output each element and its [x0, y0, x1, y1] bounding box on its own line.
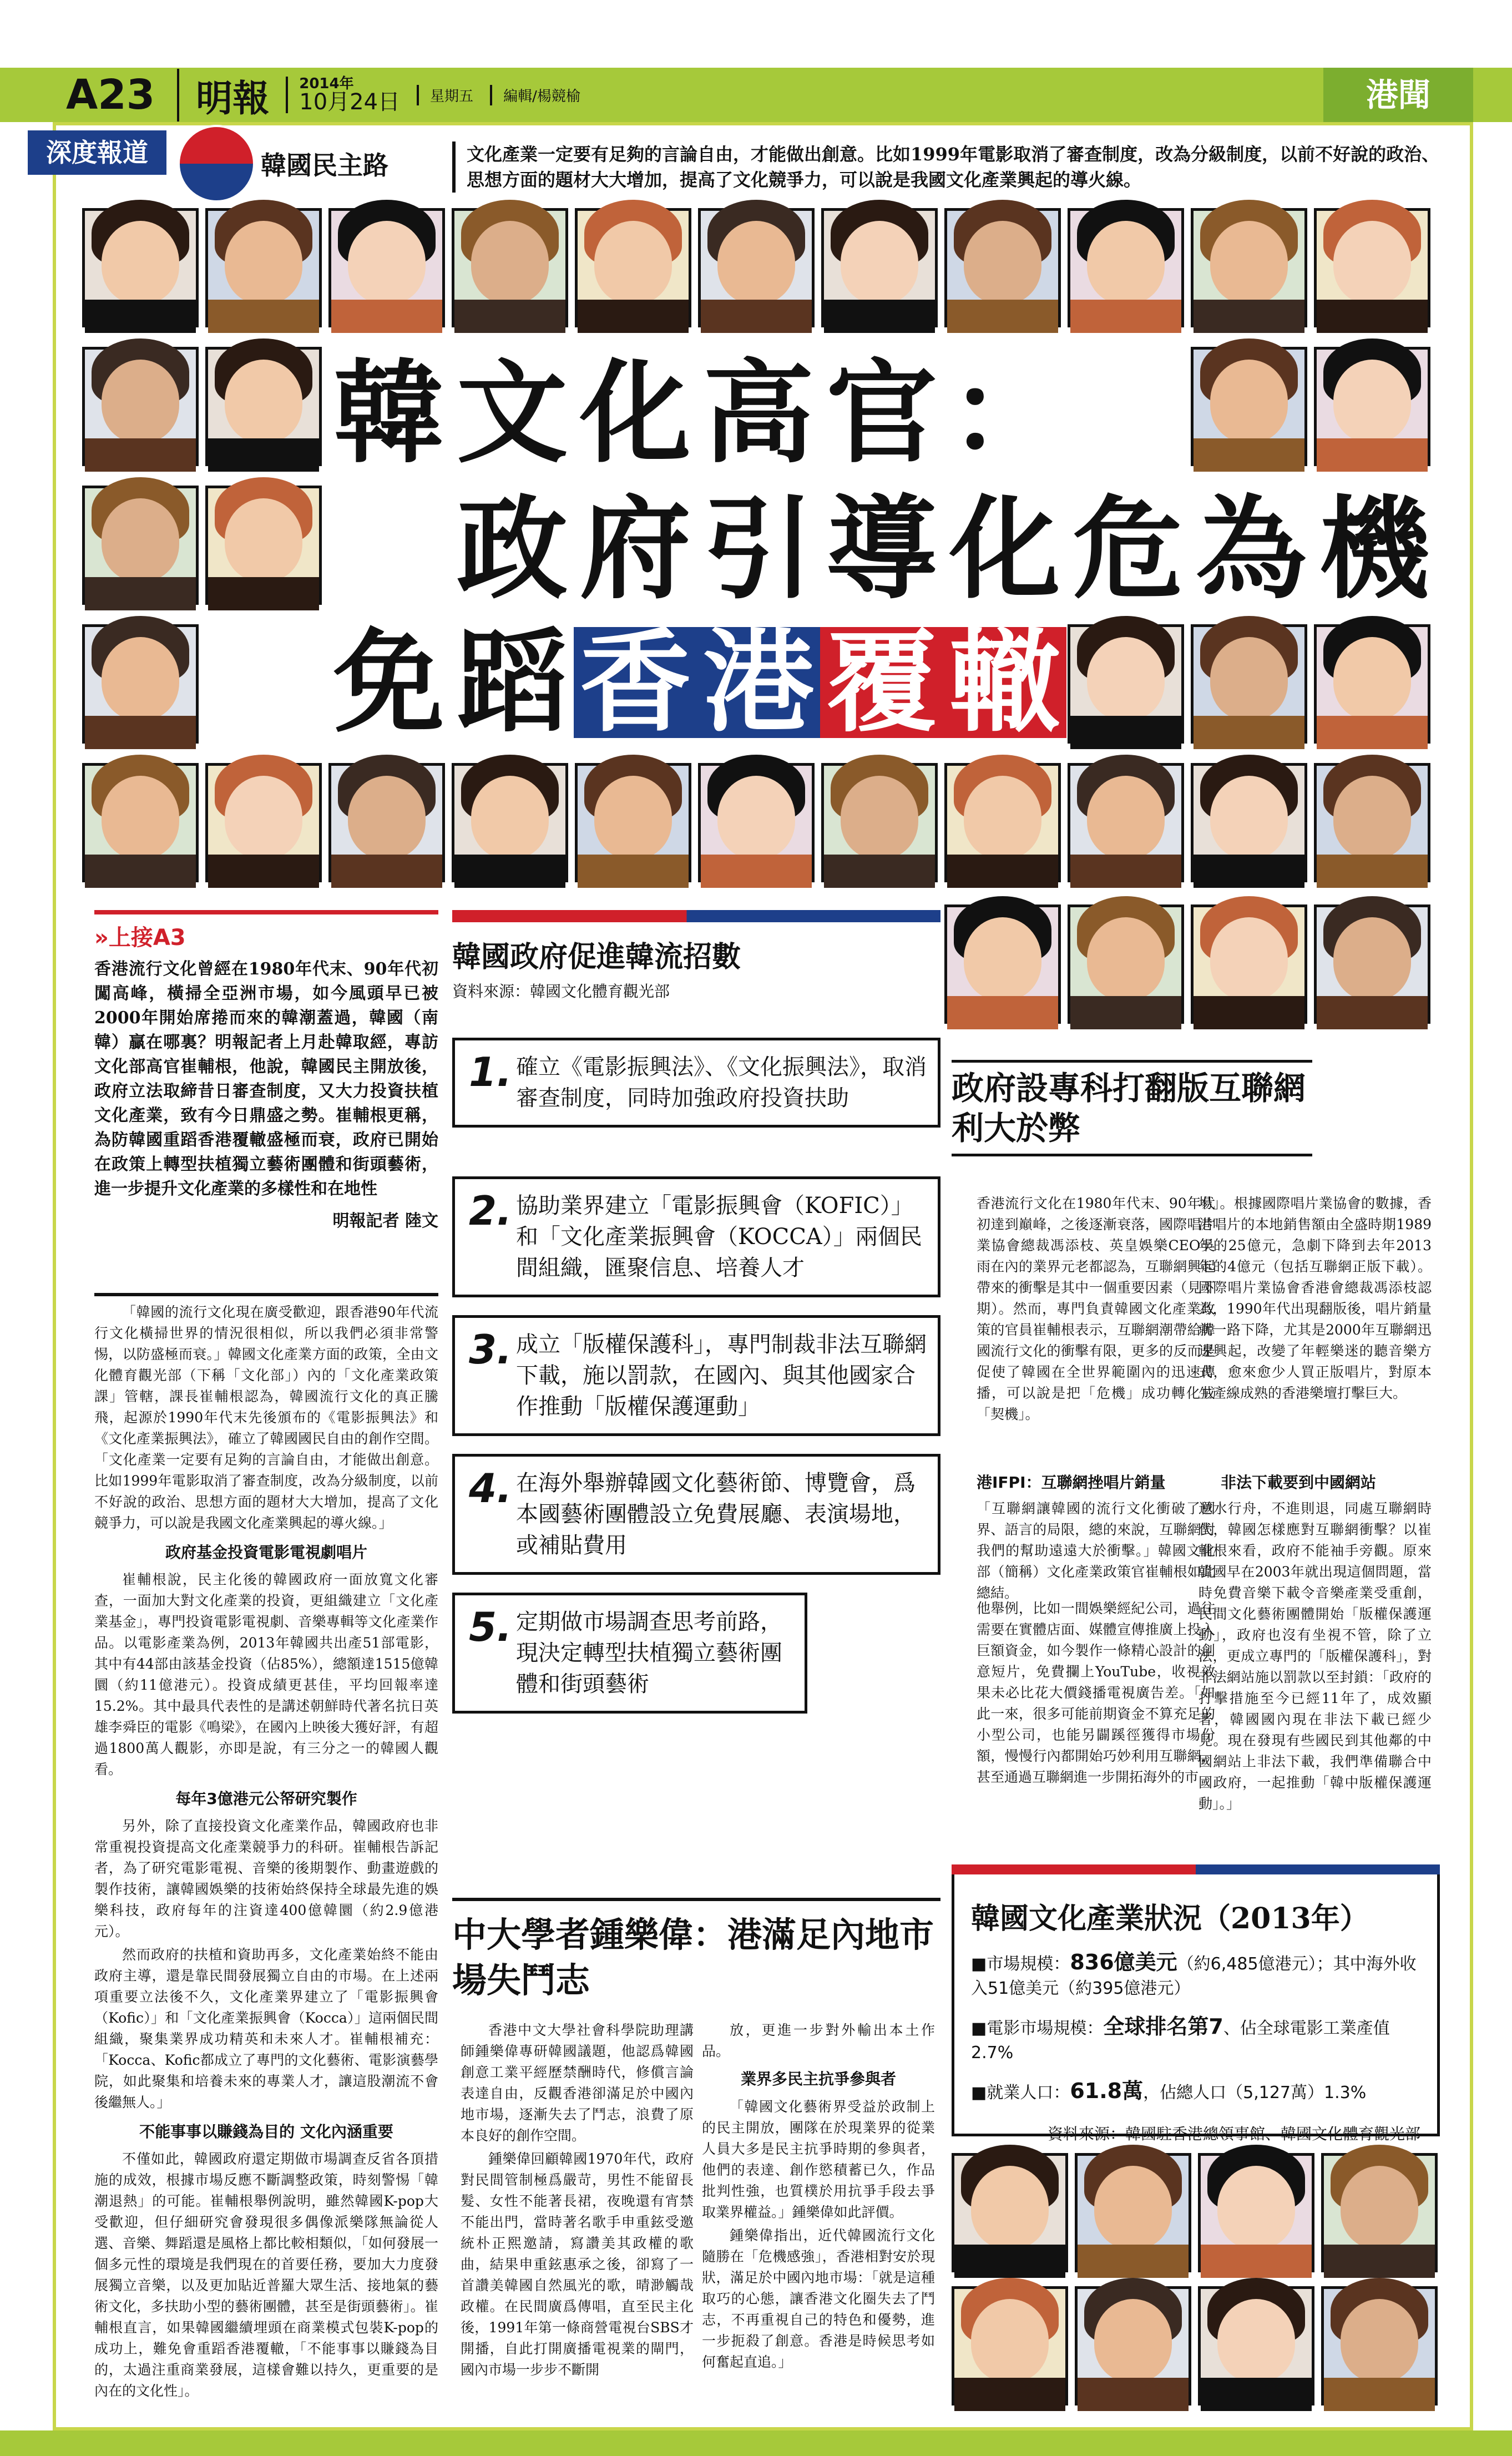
- photo-body: [1201, 2245, 1312, 2278]
- stats-box: [952, 1864, 1440, 2143]
- photo-body: [454, 300, 565, 333]
- photo-thumbnail: [1314, 347, 1430, 466]
- lead-block: [94, 910, 438, 1231]
- step-text: 確立《電影振興法》、《文化振興法》，取消審查制度，同時加強政府投資扶助: [516, 1054, 927, 1111]
- editor-credit: 編輯/楊競榆: [490, 85, 580, 105]
- photo-body: [1324, 2378, 1435, 2411]
- cuhk-paragraph: 放，更進一步對外輸出本土作品。: [702, 2022, 935, 2059]
- photo-thumbnail: [1191, 347, 1307, 466]
- photo-face: [471, 221, 549, 304]
- photo-body: [1194, 716, 1304, 749]
- cuhk-subhead: 業界多民主抗爭參與者: [740, 2070, 896, 2088]
- photo-face: [225, 221, 302, 304]
- photo-body: [1070, 300, 1181, 333]
- photo-face: [717, 221, 795, 304]
- photo-face: [225, 360, 302, 443]
- photo-thumbnail: [1198, 2286, 1314, 2406]
- photo-body: [578, 300, 689, 333]
- headline-char: 文: [456, 348, 568, 478]
- photo-body: [1078, 2245, 1189, 2278]
- photo-face: [841, 221, 918, 304]
- copyright-paragraph: 場」。根據國際唱片業協會的數據，香港唱片的本地銷售額由全盛時期1989年的25億元，急劇下降到去年2013年的4億元（包括互聯網正版下載）。國際唱片業協會香港會總裁馮添枝認為，1990年代出現翻版後，唱片銷量就一路下降，尤其是2000年互聯網迅速興起，改變了年輕樂迷的聽音樂方式，愈來愈少人買正版唱片，對原本生產線成熟的香港樂壇打擊巨大。: [1199, 1195, 1432, 1401]
- policy-step: [452, 1454, 940, 1575]
- photo-body: [947, 855, 1058, 888]
- photo-body: [1317, 996, 1428, 1029]
- photo-thumbnail: [1321, 2286, 1438, 2406]
- photo-face: [1210, 637, 1288, 720]
- headline-line-1: [327, 348, 1066, 478]
- stat-value: 836億美元: [1070, 1950, 1177, 1974]
- continued-from: »上接A3: [94, 910, 438, 952]
- photo-thumbnail: [205, 763, 322, 882]
- photo-face: [964, 917, 1041, 1000]
- photo-face: [471, 776, 549, 859]
- photo-thumbnail: [944, 208, 1061, 327]
- photo-body: [1194, 855, 1304, 888]
- stats-source: 資料來源：韓國駐香港總領事館、韓國文化體育觀光部: [1047, 2125, 1420, 2143]
- photo-body: [85, 716, 196, 749]
- photo-thumbnail: [821, 208, 938, 327]
- photo-face: [102, 498, 179, 582]
- photo-face: [1341, 2299, 1418, 2382]
- photo-body: [954, 2245, 1065, 2278]
- photo-face: [102, 360, 179, 443]
- photo-thumbnail: [944, 763, 1061, 882]
- photo-thumbnail: [205, 486, 322, 605]
- photo-thumbnail: [952, 2286, 1068, 2406]
- photo-body: [85, 577, 196, 610]
- taegeuk-icon: [178, 125, 255, 203]
- photo-face: [1333, 776, 1411, 859]
- main-article: [94, 1293, 438, 2419]
- photo-face: [1217, 2166, 1295, 2249]
- copyright-subhead: 港IFPI：互聯網挫唱片銷量: [977, 1473, 1166, 1492]
- photo-body: [1324, 2245, 1435, 2278]
- stat-row: [971, 2014, 1420, 2065]
- headline-char: 危: [1072, 484, 1184, 614]
- photo-body: [1317, 716, 1428, 749]
- photo-face: [971, 2166, 1049, 2249]
- photo-body: [331, 300, 442, 333]
- copyright-paragraph: 香港流行文化在1980年代末、90年代初達到巔峰，之後逐漸衰落，國際唱片業協會總裁馮添枝、英皇娛樂CEO吳雨在內的業界元老都認為，互聯網興起帶來的衝擊是其中一個重要因素（見下期）。然而，專門負責韓國文化產業政策的官員崔輔根表示，互聯網潮帶給韓國流行文化的衝擊有限，更多的反而是促使了韓國在全世界範圍內的迅速傳播，可以說是把「危機」成功轉化成「契機」。: [977, 1195, 1215, 1422]
- policy-step: [452, 1038, 940, 1128]
- photo-face: [1333, 637, 1411, 720]
- cuhk-paragraph: 「韓國文化藝術界受益於政制上的民主開放，團隊在於現業界的從業人員大多是民主抗爭時期的參與者，他們的表達、創作慾積蓄已久，作品批判性強，也質樸於用抗爭手段去爭取業界權益。」鍾樂偉如此評價。: [702, 2099, 935, 2220]
- copyright-paragraph: 「互聯網讓韓國的流行文化衝破了國界、語言的局限，總的來說，互聯網對我們的幫助遠遠大於衝擊。」韓國文化部（簡稱）文化產業政策官崔輔根如此總結。: [977, 1500, 1215, 1601]
- photo-body: [1317, 438, 1428, 472]
- photo-body: [954, 2378, 1065, 2411]
- photo-body: [1194, 438, 1304, 472]
- step-number: 1.: [469, 1049, 512, 1095]
- photo-thumbnail: [575, 208, 691, 327]
- article-subhead: 不能事事以賺錢為目的 文化內涵重要: [139, 2123, 393, 2141]
- photo-body: [578, 855, 689, 888]
- photo-thumbnail: [1075, 2286, 1191, 2406]
- article-paragraph: 「韓國的流行文化現在廣受歡迎，跟香港90年代流行文化橫掃世界的情況很相似，所以我們必須非常警惕，以防盛極而衰。」韓國文化產業方面的政策，全由文化體育觀光部（下稱「文化部」）內的「文化產業政策課」管轄，課長崔輔根認為，韓國流行文化的真正騰飛，起源於1990年代末先後頒布的《電影振興法》和《文化產業振興法》，確立了韓國國民自由的創作空間。「文化產業一定要有足夠的言論自由，才能做出創意。比如1999年電影取消了審查制度，改為分級制度，以前不好說的政治、思想方面的題材大大增加，提高了文化競爭力，可以說是我國文化產業興起的導火線。」: [94, 1304, 438, 1531]
- photo-thumbnail: [1191, 904, 1307, 1024]
- photo-body: [824, 855, 935, 888]
- headline-char: 韓: [333, 348, 444, 478]
- policy-step: [452, 1315, 940, 1436]
- policy-box-bar: [452, 910, 940, 922]
- policy-box-title: 韓國政府促進韓流招數: [452, 940, 741, 974]
- footer-bar: [0, 2430, 1512, 2456]
- stat-value: 61.8萬: [1070, 2079, 1144, 2103]
- step-number: 4.: [469, 1465, 512, 1512]
- photo-body: [947, 300, 1058, 333]
- policy-step: [452, 1176, 940, 1297]
- photo-thumbnail: [1314, 208, 1430, 327]
- stat-row: [971, 2079, 1420, 2105]
- feature-tag: 深度報道: [28, 130, 166, 175]
- masthead-logo: 明報: [177, 69, 269, 122]
- photo-thumbnail: [944, 904, 1061, 1024]
- copyright-subhead: 非法下載要到中國網站: [1221, 1473, 1377, 1492]
- headline-char-blue: 港: [697, 627, 820, 738]
- issue-year: 2014年: [299, 75, 354, 92]
- photo-thumbnail: [328, 208, 445, 327]
- photo-thumbnail: [452, 763, 568, 882]
- stat-label: ■市場規模：: [971, 1954, 1070, 1974]
- photo-face: [964, 221, 1041, 304]
- photo-face: [964, 776, 1041, 859]
- photo-face: [1333, 221, 1411, 304]
- stat-value: 全球排名第7: [1103, 2014, 1223, 2039]
- photo-face: [1210, 360, 1288, 443]
- photo-face: [348, 776, 426, 859]
- photo-thumbnail: [1191, 763, 1307, 882]
- photo-body: [208, 855, 319, 888]
- copyright-paragraph: 逆水行舟，不進則退，同處互聯網時代，韓國怎樣應對互聯網衝擊？以崔輔根來看，政府不能袖手旁觀。原來韓國早在2003年就出現這個問題，當時免費音樂下載令音樂產業受重創，民間文化藝術團體開始「版權保護運動」，政府也沒有坐視不管，除了立法，更成立專門的「版權保護科」，對非法網站施以罰款以至封鎖：「政府的打擊措施至今已經11年了，成效顯著，韓國國內現在非法下載已經少見。現在發現有些國民到其他鄰的中國網站上非法下載，我們準備聯合中國政府，一起推動「韓中版權保護運動」。」: [1199, 1500, 1432, 1812]
- photo-body: [85, 300, 196, 333]
- headline-char: 官: [826, 348, 937, 478]
- headline-char-red: 覆: [820, 627, 943, 738]
- photo-face: [1087, 637, 1165, 720]
- photo-body: [824, 300, 935, 333]
- photo-thumbnail: [328, 763, 445, 882]
- photo-body: [208, 300, 319, 333]
- photo-body: [454, 855, 565, 888]
- photo-body: [1317, 855, 1428, 888]
- photo-thumbnail: [1198, 2153, 1314, 2272]
- step-number: 2.: [469, 1187, 512, 1234]
- photo-thumbnail: [82, 763, 199, 882]
- photo-body: [331, 855, 442, 888]
- photo-face: [225, 776, 302, 859]
- headline-char: 政: [456, 484, 568, 614]
- bottom-photo-strip: [952, 2153, 1440, 2419]
- photo-face: [102, 637, 179, 720]
- step-text: 協助業界建立「電影振興會（KOFIC）」和「文化產業振興會（KOCCA）」兩個民間組織，匯聚信息、培養人才: [516, 1193, 922, 1281]
- step-text: 成立「版權保護科」，專門制裁非法互聯網下載，施以罰款，在國內、與其他國家合作推動「版權保護運動」: [516, 1332, 927, 1419]
- photo-thumbnail: [698, 208, 815, 327]
- photo-body: [701, 855, 812, 888]
- photo-face: [594, 221, 672, 304]
- series-title: 韓國民主路: [261, 150, 388, 180]
- photo-body: [1070, 996, 1181, 1029]
- photo-thumbnail: [1314, 904, 1430, 1024]
- photo-face: [1087, 221, 1165, 304]
- photo-thumbnail: [82, 486, 199, 605]
- policy-box: [452, 910, 940, 1002]
- headline-char: 免: [333, 617, 444, 747]
- photo-body: [1070, 716, 1181, 749]
- photo-face: [1341, 2166, 1418, 2249]
- photo-thumbnail: [1314, 624, 1430, 744]
- photo-face: [1087, 776, 1165, 859]
- cuhk-paragraph: 香港中文大學社會科學院助理講師鍾樂偉專研韓國議題，他認爲韓國創意工業平經歷禁酬時代，修償言論表達自由，反觀香港卻滿足於中國內地市場，逐漸失去了鬥志，浪費了原本良好的創作空間。: [461, 2022, 694, 2144]
- photo-face: [1333, 360, 1411, 443]
- weekday: 星期五: [417, 85, 473, 105]
- photo-thumbnail: [952, 2153, 1068, 2272]
- photo-face: [841, 776, 918, 859]
- photo-body: [1194, 996, 1304, 1029]
- intro-quote: 文化產業一定要有足夠的言論自由，才能做出創意。比如1999年電影取消了審查制度，改為分級制度，以前不好說的政治、思想方面的題材大大增加，提高了文化競爭力，可以說是我國文化產業興起的導火線。: [452, 142, 1440, 193]
- headline-char: 導: [826, 484, 937, 614]
- issue-date: [286, 77, 400, 113]
- headline-char: ：: [949, 348, 1060, 478]
- photo-thumbnail: [82, 347, 199, 466]
- headline-line-3: [327, 617, 1066, 747]
- photo-face: [102, 221, 179, 304]
- photo-body: [208, 577, 319, 610]
- step-number: 5.: [469, 1604, 512, 1650]
- cuhk-paragraph: 鍾樂偉回顧韓國1970年代，政府對民間管制極爲嚴苛，男性不能留長髮、女性不能著長裙，夜晚還有宵禁不能出門，當時著名歌手申重鉉受邀統朴正熙邀請，寫讚美其政權的歌曲，結果申重鉉惠承之後，卻寫了一首讚美韓國自然風光的歌，晴渺觸哉政權。在民間廣爲傳唱，直至民主化後，1991年第一條商營電視台SBS才開播，自此打開廣播電視業的閘門，國內市場一步步不斷開: [461, 2151, 694, 2378]
- photo-face: [348, 221, 426, 304]
- step-text: 定期做市場調查思考前路，現決定轉型扶植獨立藝術團體和街頭藝術: [516, 1609, 782, 1697]
- photo-thumbnail: [205, 208, 322, 327]
- photo-thumbnail: [1068, 624, 1184, 744]
- headline-char: 化: [579, 348, 691, 478]
- stat-label: ■電影市場規模：: [971, 2019, 1104, 2038]
- photo-thumbnail: [452, 208, 568, 327]
- photo-body: [208, 438, 319, 472]
- page-number: A23: [66, 71, 155, 119]
- stats-title: 韓國文化產業狀況（2013年）: [971, 1902, 1369, 1936]
- photo-body: [85, 438, 196, 472]
- headline-char-red: 轍: [943, 627, 1066, 738]
- photo-thumbnail: [1314, 763, 1430, 882]
- photo-body: [1194, 300, 1304, 333]
- lead-paragraph: 香港流行文化曾經在1980年代末、90年代初闖高峰，橫掃全亞洲市場，如今風頭早已被2000年開始席捲而來的韓潮蓋過，韓國（南韓）贏在哪裏？明報記者上月赴韓取經，專訪文化部高官崔輔根，他說，韓國民主開放後，政府立法取締昔日審查制度，又大力投資扶植文化產業，致有今日鼎盛之勢。崔輔根更稱，為防韓國重蹈香港覆轍盛極而衰，政府已開始在政策上轉型扶植獨立藝術團體和街頭藝術，進一步提升文化產業的多樣性和在地性: [94, 959, 438, 1199]
- step-text: 在海外舉辦韓國文化藝術節、博覽會，爲本國藝術團體設立免費展廳、表演場地，或補貼費用: [516, 1470, 916, 1558]
- photo-thumbnail: [1191, 208, 1307, 327]
- section-tag: 港聞: [1323, 68, 1473, 122]
- copyright-title: 政府設專科打翻版互聯網利大於弊: [952, 1060, 1312, 1156]
- cuhk-column-1: [461, 2020, 694, 2419]
- photo-thumbnail: [1075, 2153, 1191, 2272]
- photo-body: [701, 300, 812, 333]
- headline-char: 機: [1318, 484, 1430, 614]
- cuhk-paragraph: 鍾樂偉指出，近代韓國流行文化隨勝在「危機感強」，香港相對安於現狀，滿足於中國內地市場：「就是這種取巧的心態，讓香港文化圈失去了鬥志，不再重視自己的特色和優勢，進一步扼殺了創意。香港是時候思考如何奮起直追。」: [702, 2227, 935, 2370]
- photo-body: [1078, 2378, 1189, 2411]
- stat-note: 、佔全球電影工業產值2.7%: [971, 2019, 1390, 2063]
- article-subhead: 每年3億港元公帑研究製作: [175, 1790, 357, 1808]
- step-number: 3.: [469, 1326, 512, 1373]
- photo-face: [717, 776, 795, 859]
- photo-thumbnail: [205, 347, 322, 466]
- continued-label: 上接A3: [108, 925, 186, 951]
- headline-char: 高: [702, 348, 814, 478]
- photo-face: [1210, 776, 1288, 859]
- photo-face: [1087, 917, 1165, 1000]
- photo-thumbnail: [1191, 624, 1307, 744]
- photo-thumbnail: [1068, 208, 1184, 327]
- photo-body: [85, 855, 196, 888]
- stat-row: [971, 1950, 1420, 2001]
- photo-thumbnail: [1068, 904, 1184, 1024]
- headline-char: 化: [949, 484, 1060, 614]
- article-paragraph: 另外，除了直接投資文化產業作品，韓國政府也非常重視投資提高文化產業競爭力的科研。崔輔根告訴記者，為了研究電影電視、音樂的後期製作、動畫遊戲的製作技術，讓韓國娛樂的技術始終保持全球最先進的娛樂科技，政府每年的注資達400億韓圜（約2.9億港元）。: [94, 1818, 438, 1939]
- headline-char: 府: [579, 484, 691, 614]
- copyright-paragraph: 他舉例，比如一間娛樂經紀公司，過往需要在實體店面、媒體宣傳推廣上投入巨額資金，如今製作一條精心設計的創意短片，免費攔上YouTube，收視效果未必比花大價錢播電視廣告差。「如此一來，很多可能前期資金不算充足的小型公司，也能另闢蹊徑獲得市場份額，慢慢行內都開始巧妙利用互聯網，甚至通過互聯網進一步開拓海外的市: [977, 1600, 1215, 1785]
- photo-body: [1317, 300, 1428, 333]
- photo-body: [1070, 855, 1181, 888]
- article-paragraph: 然而政府的扶植和資助再多，文化產業始終不能由政府主導，還是靠民間發展獨立自由的市場。在上述兩項重要立法後不久，文化產業界建立了「電影振興會（Kofic）」和「文化產業振興會（Kocca）」這兩個民間組織，聚集業界成功精英和未來人才。崔輔根補充：「Kocca、Kofic都成立了專門的文化藝術、電影演藝學院，如此聚集和培養未來的專業人才，讓這股潮流不會後繼無人。」: [94, 1947, 438, 2110]
- article-paragraph: 崔輔根說，民主化後的韓國政府一面放寬文化審查，一面加大對文化產業的投資，更組織建立「文化產業基金」，專門投資電影電視劇、音樂專輯等文化產業作品。以電影產業為例，2013年韓國共出產51部電影，其中有44部由該基金投資（佔85%），總額達1515億韓圜（約11億港元）。投資成績更甚佳，平均回報率達15.2%。其中最具代表性的是講述朝鮮時代著名抗日英雄李舜臣的電影《鳴梁》，在國內上映後大獲好評，有超過1800萬人觀影，亦即是說，有三分之一的韓國人觀看。: [94, 1571, 438, 1777]
- photo-face: [594, 776, 672, 859]
- stat-note: ，佔總人口（5,127萬）1.3%: [1143, 2083, 1367, 2103]
- policy-box-source: 資料來源：韓國文化體育觀光部: [452, 982, 670, 1000]
- byline: 明報記者 陸文: [332, 1211, 438, 1231]
- headline-line-2: [451, 484, 1436, 614]
- photo-face: [102, 776, 179, 859]
- cuhk-column-2: [702, 2020, 935, 2419]
- stats-bar: [952, 1864, 1440, 1874]
- page-header: [53, 68, 1473, 122]
- headline-char: 為: [1195, 484, 1307, 614]
- photo-face: [1210, 917, 1288, 1000]
- cuhk-title: 中大學者鍾樂偉：港滿足內地市場失鬥志: [452, 1898, 940, 2003]
- stat-label: ■就業人口：: [971, 2083, 1070, 2103]
- photo-thumbnail: [698, 763, 815, 882]
- stat-note: （約6,485億港元）；其中海外收入51億美元（約395億港元）: [971, 1954, 1417, 1998]
- photo-face: [1094, 2299, 1172, 2382]
- photo-body: [1201, 2378, 1312, 2411]
- photo-body: [947, 996, 1058, 1029]
- photo-thumbnail: [575, 763, 691, 882]
- photo-thumbnail: [1068, 763, 1184, 882]
- issue-day: 10月24日: [299, 89, 401, 115]
- policy-step: [452, 1593, 807, 1714]
- headline-char: 蹈: [456, 617, 568, 747]
- headline-char: 引: [702, 484, 814, 614]
- photo-face: [1217, 2299, 1295, 2382]
- photo-face: [971, 2299, 1049, 2382]
- photo-thumbnail: [82, 208, 199, 327]
- headline-char-blue: 香: [574, 627, 697, 738]
- article-paragraph: 不僅如此，韓國政府還定期做市場調查反省各頂措施的成效，根據市場反應不斷調整政策，時刻警惕「韓潮退熱」的可能。崔輔根舉例說明，雖然韓國K-pop大受歡迎，但仔細研究會發現很多偶像派樂隊無論從人選、音樂、舞蹈還是風格上都比較相類似，「如何發展一個多元性的環境是我們現在的首要任務，要加大力度發展獨立音樂，以及更加貼近普羅大眾生活、接地氣的藝術文化，多扶助小型的藝術團體，甚至是街頭藝術」。崔輔根直言，如果韓國繼續埋頭在商業模式包裝K-pop的成功上，難免會重蹈香港覆轍，「不能事事以賺錢為目的，太過注重商業發展，這樣會難以持久，更重要的是內在的文化性」。: [94, 2151, 438, 2399]
- photo-thumbnail: [1321, 2153, 1438, 2272]
- photo-face: [225, 498, 302, 582]
- photo-face: [1333, 917, 1411, 1000]
- article-subhead: 政府基金投資電影電視劇唱片: [165, 1543, 367, 1561]
- photo-thumbnail: [82, 624, 199, 744]
- photo-face: [1094, 2166, 1172, 2249]
- photo-face: [1210, 221, 1288, 304]
- photo-thumbnail: [821, 763, 938, 882]
